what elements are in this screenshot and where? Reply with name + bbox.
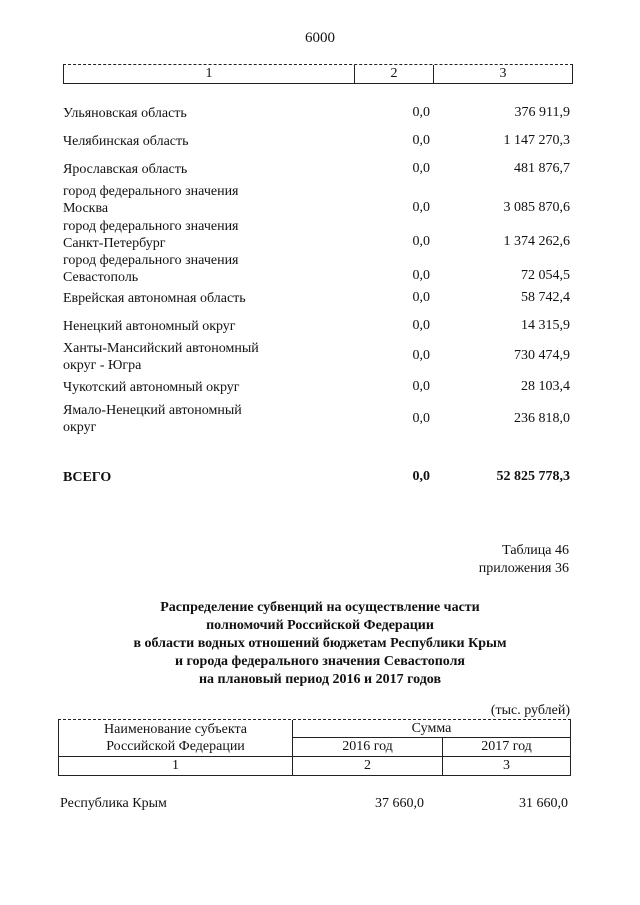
title-line: на плановый период 2016 и 2017 годов — [198, 672, 442, 687]
row-name-line: Ханты-Мансийский автономный — [63, 341, 259, 356]
title-line: Распределение субвенций на осуществление части — [160, 600, 480, 615]
row-value-col3: 28 103,4 — [521, 379, 570, 394]
row-name — [63, 183, 323, 217]
title-line: полномочий Российской Федерации — [206, 618, 434, 633]
row-value-col3: 1 147 270,3 — [503, 133, 570, 148]
row-value-col2: 0,0 — [412, 411, 430, 426]
row-value-col2: 0,0 — [412, 290, 430, 305]
row-value-col2: 0,0 — [412, 133, 430, 148]
row-name — [63, 218, 323, 252]
row-value-col3: 730 474,9 — [514, 348, 570, 363]
row-name-line: Москва — [63, 201, 109, 216]
row-value-col2: 0,0 — [412, 234, 430, 249]
column-number-1: 1 — [172, 758, 179, 773]
row-name-line: округ - Югра — [63, 358, 142, 373]
table-number: Таблица 46 — [502, 543, 569, 558]
row-name-line: город федерального значения — [63, 184, 239, 199]
row-value-col3: 3 085 870,6 — [503, 200, 570, 215]
appendix-reference: приложения 36 — [478, 561, 569, 576]
header-name-line: Российской Федерации — [106, 739, 245, 754]
row-value-col2: 0,0 — [412, 105, 430, 120]
table46-header — [58, 719, 571, 776]
row-name: Ульяновская область — [63, 106, 187, 121]
row-value-col3: 58 742,4 — [521, 290, 570, 305]
row-value-col2: 0,0 — [412, 200, 430, 215]
total-label: ВСЕГО — [63, 470, 112, 485]
row-name: Ненецкий автономный округ — [63, 319, 236, 334]
row-value-col2: 0,0 — [412, 348, 430, 363]
row-value-col2: 0,0 — [412, 268, 430, 283]
table-caption — [479, 542, 569, 578]
column-number-2: 2 — [364, 758, 371, 773]
table1-column-numbers — [63, 64, 573, 84]
column-number-2: 2 — [390, 66, 398, 81]
row-name-line: округ — [63, 420, 97, 435]
column-number-3: 3 — [499, 66, 507, 81]
title-line: и города федерального значения Севастополя — [174, 654, 465, 669]
header-name-line: Наименование субъекта — [104, 722, 247, 737]
row-value-col2: 0,0 — [412, 379, 430, 394]
row-name-line: Санкт-Петербург — [63, 236, 166, 251]
row-value-col3: 236 818,0 — [514, 411, 570, 426]
header-sum: Сумма — [411, 721, 452, 736]
column-number-1: 1 — [205, 66, 213, 81]
total-value-col2: 0,0 — [412, 469, 430, 484]
row-name: Чукотский автономный округ — [63, 380, 240, 395]
row-name-line: город федерального значения — [63, 219, 239, 234]
document-title — [0, 599, 640, 689]
row-name: Еврейская автономная область — [63, 291, 246, 306]
header-name-cell — [59, 721, 292, 755]
row-value-2017: 31 660,0 — [519, 796, 568, 811]
total-value-col3: 52 825 778,3 — [496, 469, 570, 484]
row-value-col2: 0,0 — [412, 161, 430, 176]
header-year-2017: 2017 год — [481, 739, 532, 754]
header-year-2016: 2016 год — [342, 739, 393, 754]
row-value-col3: 376 911,9 — [514, 105, 570, 120]
row-value-col2: 0,0 — [412, 318, 430, 333]
row-name — [63, 252, 323, 286]
row-name — [63, 402, 323, 436]
row-name: Ярославская область — [63, 162, 188, 177]
row-value-col3: 1 374 262,6 — [503, 234, 570, 249]
page-number: 6000 — [305, 30, 335, 46]
row-value-col3: 72 054,5 — [521, 268, 570, 283]
row-value-col3: 14 315,9 — [521, 318, 570, 333]
units-label: (тыс. рублей) — [490, 703, 570, 718]
row-name-line: город федерального значения — [63, 253, 239, 268]
title-line: в области водных отношений бюджетам Республики Крым — [133, 636, 507, 651]
row-name-line: Севастополь — [63, 270, 139, 285]
row-name: Челябинская область — [63, 134, 189, 149]
row-value-col3: 481 876,7 — [514, 161, 570, 176]
row-name — [63, 340, 323, 374]
row-name: Республика Крым — [60, 796, 167, 811]
row-name-line: Ямало-Ненецкий автономный — [63, 403, 242, 418]
column-number-3: 3 — [503, 758, 510, 773]
row-value-2016: 37 660,0 — [375, 796, 424, 811]
